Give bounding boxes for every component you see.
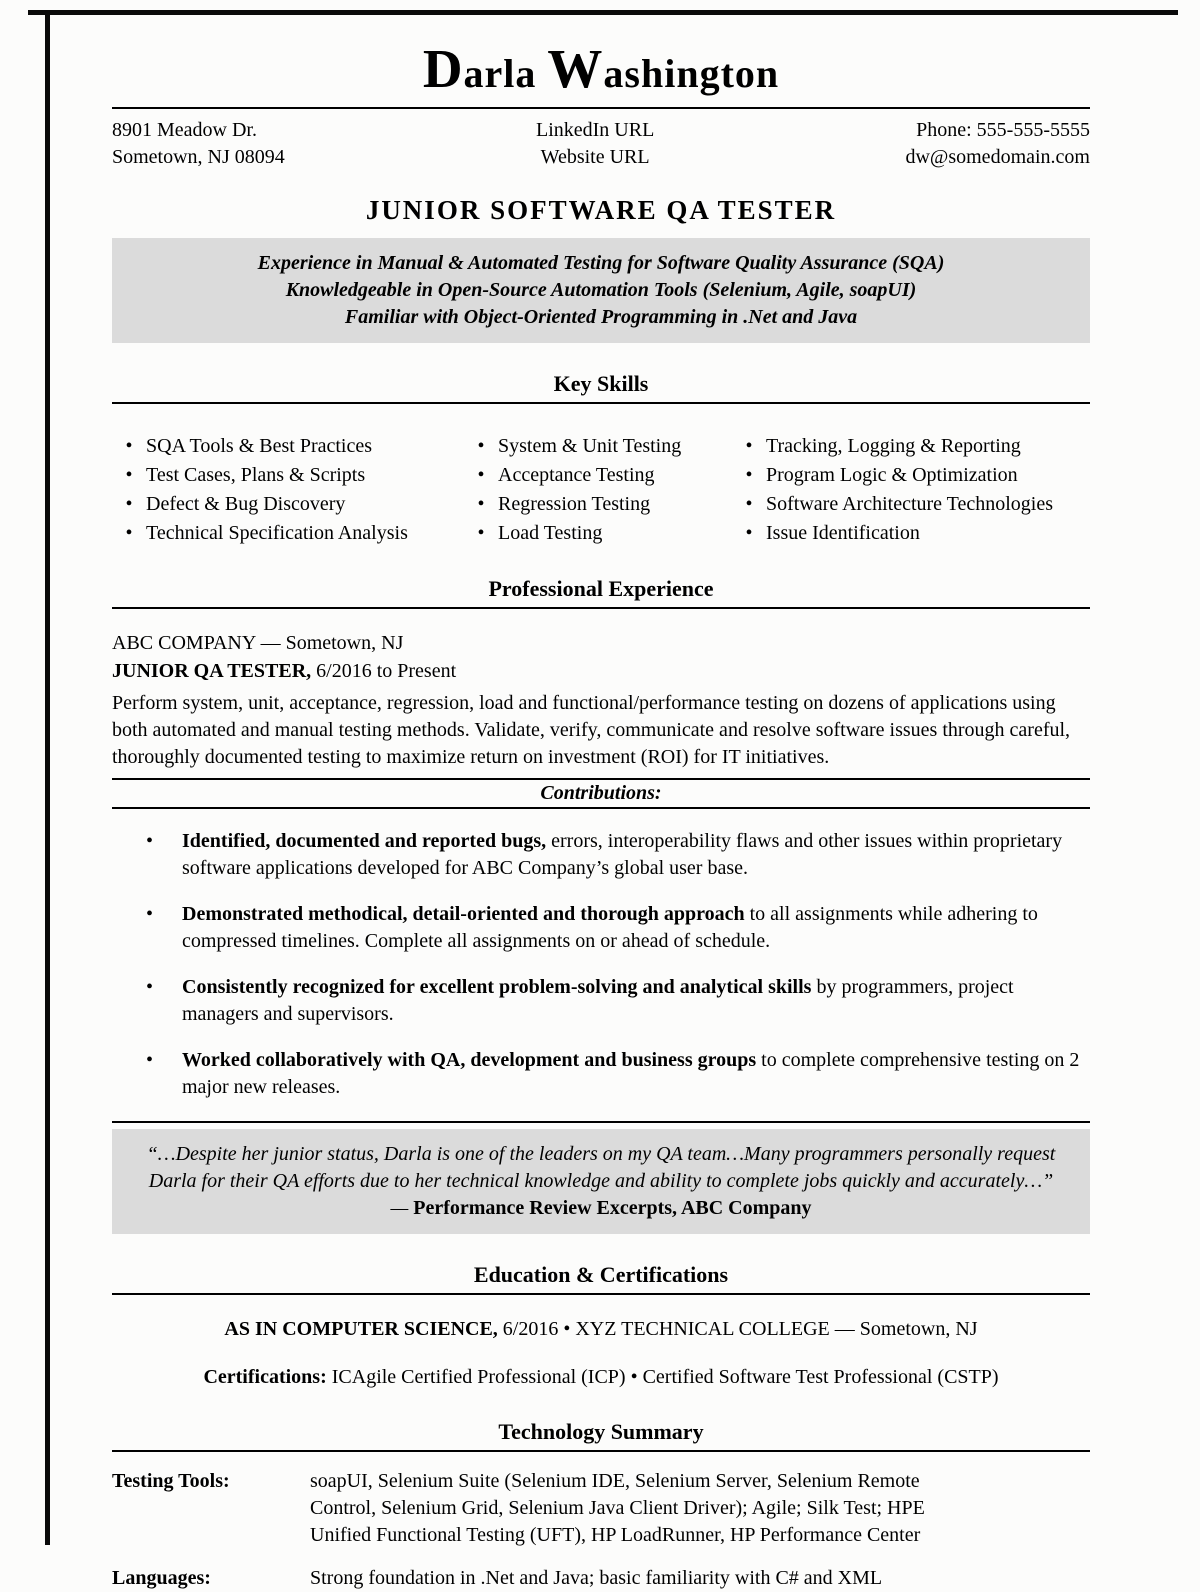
- name-first-rest: arla: [463, 51, 548, 96]
- certifications-details: ICAgile Certified Professional (ICP) • Certified Software Test Professional (CSTP): [326, 1366, 999, 1388]
- skill-item: [464, 519, 732, 548]
- skill-label: • SQA Tools & Best Practices: [146, 435, 373, 457]
- candidate-name: [112, 38, 1090, 109]
- contribution-item: [112, 1047, 1090, 1101]
- experience-description: Perform system, unit, acceptance, regression, load and functional/performance testing on dozens of applications using both automated and manual testing methods. Validate, verify, communicate and resolve software issues through careful, thoroughly documented testing to maximize return on investment (ROI) for IT initiatives.: [112, 692, 1071, 768]
- skill-item: [732, 432, 1090, 461]
- technology-summary-heading: Technology Summary: [112, 1419, 1090, 1452]
- skill-item: [732, 461, 1090, 490]
- skill-label: • System & Unit Testing: [498, 435, 682, 457]
- degree-line: [112, 1316, 1090, 1343]
- key-skills-heading: Key Skills: [112, 371, 1090, 404]
- phone-number: Phone: 555-555-5555: [916, 119, 1090, 141]
- contribution-text: [182, 974, 1090, 1028]
- summary-line-1: Experience in Manual & Automated Testing for Software Quality Assurance (SQA): [257, 252, 945, 274]
- name-first-initial: D: [422, 38, 464, 99]
- quote-attribution: Performance Review Excerpts, ABC Company: [413, 1197, 812, 1219]
- summary-box: [112, 238, 1090, 343]
- website-url: Website URL: [540, 146, 650, 168]
- skill-item: [112, 519, 464, 548]
- address-line-2: Sometown, NJ 08094: [112, 146, 285, 168]
- skill-label: • Software Architecture Technologies: [766, 493, 1054, 515]
- contribution-text: [182, 828, 1090, 882]
- role-title: JUNIOR QA TESTER,: [112, 660, 312, 682]
- contact-phone-email: [905, 117, 1090, 171]
- skill-label: • Defect & Bug Discovery: [146, 493, 346, 515]
- contribution-lead: Demonstrated methodical, detail-oriented and thorough approach: [182, 903, 745, 925]
- skill-item: [464, 432, 732, 461]
- skill-item: [464, 490, 732, 519]
- skill-label: • Issue Identification: [766, 522, 920, 544]
- technology-row-label: Testing Tools:: [112, 1470, 230, 1492]
- skill-item: [732, 519, 1090, 548]
- degree-details: 6/2016 • XYZ TECHNICAL COLLEGE — Sometown, NJ: [497, 1318, 978, 1340]
- technology-row-label: Languages:: [112, 1567, 211, 1589]
- skill-item: [112, 490, 464, 519]
- degree-name: AS IN COMPUTER SCIENCE,: [224, 1318, 498, 1340]
- skill-label: • Regression Testing: [498, 493, 651, 515]
- divider-rule: [112, 1121, 1090, 1123]
- skill-item: [464, 461, 732, 490]
- name-last-initial: W: [547, 38, 604, 99]
- education-certifications-heading: Education & Certifications: [112, 1262, 1090, 1295]
- contribution-text: [182, 1047, 1090, 1101]
- summary-line-2: Knowledgeable in Open-Source Automation Tools (Selenium, Agile, soapUI): [285, 279, 917, 301]
- skills-column-1: [112, 432, 464, 548]
- contribution-rest: to all assignments while adhering to compressed timelines. Complete all assignments on or ahead of schedule.: [182, 903, 1038, 952]
- linkedin-url: LinkedIn URL: [535, 119, 655, 141]
- top-border-line: [28, 10, 1178, 15]
- skill-item: [732, 490, 1090, 519]
- role-dates: 6/2016 to Present: [311, 660, 457, 682]
- resume-title: JUNIOR SOFTWARE QA TESTER: [365, 195, 837, 225]
- email-address: dw@somedomain.com: [905, 146, 1090, 168]
- skill-label: • Load Testing: [498, 522, 603, 544]
- contribution-text: [182, 901, 1090, 955]
- performance-quote-box: [112, 1129, 1090, 1234]
- key-skills-grid: [112, 432, 1090, 548]
- skill-item: [112, 432, 464, 461]
- name-last-rest: ashington: [603, 51, 780, 96]
- contribution-item: [112, 828, 1090, 882]
- resume-document: [112, 38, 1090, 1592]
- technology-table: [112, 1468, 1090, 1592]
- contribution-item: [112, 974, 1090, 1028]
- contact-links: [536, 117, 654, 171]
- contact-row: [112, 117, 1090, 171]
- technology-row-value: soapUI, Selenium Suite (Selenium IDE, Selenium Server, Selenium Remote Control, Selenium Grid, Selenium Java Client Driver); Agile; Silk Test; HPE Unified Functional Testing (UFT), HP LoadRunner, HP Performance Center: [310, 1470, 925, 1546]
- certifications-label: Certifications:: [203, 1366, 327, 1388]
- left-border-line: [45, 10, 50, 1545]
- technology-row-value: Strong foundation in .Net and Java; basic familiarity with C# and XML: [310, 1567, 883, 1589]
- skill-label: • Tracking, Logging & Reporting: [766, 435, 1021, 457]
- skill-label: • Acceptance Testing: [498, 464, 655, 486]
- technology-row: [112, 1468, 1090, 1549]
- skills-column-3: [732, 432, 1090, 548]
- contribution-item: [112, 901, 1090, 955]
- contact-address: [112, 117, 285, 171]
- contribution-rest: to complete comprehensive testing on 2 major new releases.: [182, 1049, 1080, 1098]
- contribution-lead: Consistently recognized for excellent problem-solving and analytical skills: [182, 976, 812, 998]
- address-line-1: 8901 Meadow Dr.: [112, 119, 257, 141]
- skill-item: [112, 461, 464, 490]
- certifications-line: [112, 1364, 1090, 1391]
- role-line: [112, 657, 1090, 686]
- contribution-lead: Identified, documented and reported bugs,: [182, 830, 547, 852]
- skills-column-2: [464, 432, 732, 548]
- contribution-rest: by programmers, project managers and supervisors.: [182, 976, 1014, 1025]
- skill-label: • Technical Specification Analysis: [146, 522, 408, 544]
- contribution-lead: Worked collaboratively with QA, development and business groups: [182, 1049, 757, 1071]
- skill-label: • Test Cases, Plans & Scripts: [146, 464, 366, 486]
- company-line: ABC COMPANY — Sometown, NJ: [112, 632, 404, 654]
- professional-experience-heading: Professional Experience: [112, 576, 1090, 609]
- technology-row: [112, 1565, 1090, 1592]
- summary-line-3: Familiar with Object-Oriented Programming in .Net and Java: [344, 306, 858, 328]
- contributions-heading: Contributions:: [112, 778, 1090, 809]
- skill-label: • Program Logic & Optimization: [766, 464, 1018, 486]
- quote-text: “…Despite her junior status, Darla is one of the leaders on my QA team…Many programmers personally request Darla for their QA efforts due to her technical knowledge and ability to complete jobs quickly and accurately…” —: [146, 1143, 1056, 1219]
- contribution-rest: errors, interoperability flaws and other issues within proprietary software applications developed for ABC Company’s global user base.: [182, 830, 1063, 879]
